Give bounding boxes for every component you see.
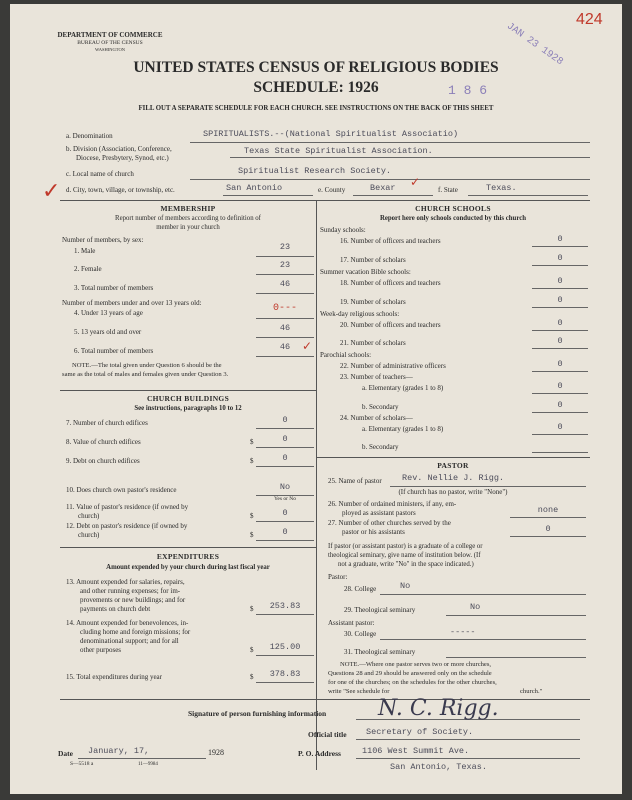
q25-label: 25. Name of pastor [328, 477, 382, 485]
q5-label: 5. 13 years old and over [74, 328, 142, 336]
division-value: Texas State Spiritualist Association. [244, 146, 433, 156]
q9-value: 0 [282, 453, 288, 463]
q23b-label: b. Secondary [362, 403, 399, 411]
q22-label: 22. Number of administrative officers [340, 362, 446, 370]
q4-value: 0--- [272, 303, 297, 314]
graduate-instruction-1: If pastor (or assistant pastor) is a graduate of a college or [328, 543, 483, 550]
signature-handwritten: N. C. Rigg. [378, 696, 499, 721]
division-label-2: Diocese, Presbytery, Synod, etc.) [76, 154, 169, 162]
page-title: UNITED STATES CENSUS OF RELIGIOUS BODIES [133, 59, 499, 76]
q14-value: 125.00 [269, 642, 301, 652]
denomination-label: a. Denomination [66, 132, 113, 140]
q19-label: 19. Number of scholars [340, 298, 406, 306]
q30-value: ----- [450, 627, 476, 637]
q21-label: 21. Number of scholars [340, 339, 406, 347]
pastor-note-1: NOTE.—Where one pastor serves two or more churches, [340, 661, 492, 668]
q19-value: 0 [557, 295, 563, 305]
q11-value: 0 [282, 508, 288, 518]
q3-value: 46 [279, 279, 291, 289]
print-number: 11—9984 [138, 762, 158, 767]
membership-note-1: NOTE.—The total given under Question 6 should be the [72, 362, 222, 369]
q9-dollar: $ [250, 457, 254, 465]
yes-or-no-hint: Yes or No [273, 496, 297, 502]
po-address-value-2: San Antonio, Texas. [390, 762, 487, 772]
q15-dollar: $ [250, 673, 254, 681]
q3-label: 3. Total number of members [74, 284, 154, 292]
reviewer-check-mark: ✓ [302, 339, 313, 353]
q23-label: 23. Number of teachers— [340, 373, 413, 381]
q2-value: 23 [279, 260, 291, 270]
q9-label: 9. Debt on church edifices [66, 457, 140, 465]
membership-intro-2: member in your church [156, 224, 220, 231]
state-value: Texas. [486, 183, 517, 193]
q26-label-1: 26. Number of ordained ministers, if any, em- [328, 500, 457, 508]
q6-label: 6. Total number of members [74, 347, 154, 355]
q23a-value: 0 [557, 381, 563, 391]
sunday-schools-label: Sunday schools: [320, 226, 366, 234]
q1-label: 1. Male [74, 247, 96, 255]
q13-label-1: 13. Amount expended for salaries, repairs, [66, 578, 185, 586]
q23b-value: 0 [557, 400, 563, 410]
q29-label: 29. Theological seminary [344, 606, 416, 614]
q12-dollar: $ [250, 531, 254, 539]
q18-value: 0 [557, 276, 563, 286]
buildings-subtitle: See instructions, paragraphs 10 to 12 [134, 405, 242, 412]
q27-label-1: 27. Number of other churches served by the [328, 519, 451, 527]
q13-label-2: and other running expenses; for im- [80, 587, 181, 595]
schedule-title: SCHEDULE: 1926 [253, 79, 379, 96]
q27-label-2: pastor or his assistants [342, 528, 405, 536]
q12-value: 0 [282, 527, 288, 537]
date-label: Date [58, 749, 73, 758]
q26-label-2: ployed as assistant pastors [342, 509, 416, 517]
po-address-label: P. O. Address [298, 749, 341, 758]
q16-label: 16. Number of officers and teachers [340, 237, 441, 245]
bureau-name: BUREAU OF THE CENSUS [77, 40, 143, 46]
q15-label: 15. Total expenditures during year [66, 673, 162, 681]
q16-value: 0 [557, 234, 563, 244]
city-value: San Antonio [226, 183, 283, 193]
weekday-schools-label: Week-day religious schools: [320, 310, 400, 318]
q23a-label: a. Elementary (grades 1 to 8) [362, 384, 444, 392]
q8-value: 0 [282, 434, 288, 444]
q14-dollar: $ [250, 646, 254, 654]
q24-label: 24. Number of scholars— [340, 414, 413, 422]
q6-value: 46 [279, 342, 291, 352]
state-label: f. State [438, 186, 458, 194]
q12-label-2: church) [78, 531, 100, 539]
q28-label: 28. College [344, 585, 377, 593]
signature-label: Signature of person furnishing information [188, 709, 327, 718]
assistant-pastor-subheading: Assistant pastor: [328, 619, 375, 627]
q10-value: No [279, 482, 291, 492]
q22-value: 0 [557, 359, 563, 369]
q11-label-1: 11. Value of pastor's residence (if owned by [66, 503, 189, 511]
received-date-stamp: JAN 23 1928 [504, 21, 565, 69]
q12-label-1: 12. Debt on pastor's residence (if owned by [66, 522, 188, 530]
denomination-value: SPIRITUALISTS.--(National Spiritualist Associatio) [203, 129, 459, 139]
pastor-note-5: church." [520, 688, 543, 695]
county-value: Bexar [370, 183, 396, 193]
division-label-1: b. Division (Association, Conference, [66, 145, 172, 153]
pastor-subheading: Pastor: [328, 573, 348, 581]
q2-label: 2. Female [74, 265, 102, 273]
q5-value: 46 [279, 323, 291, 333]
q8-label: 8. Value of church edifices [66, 438, 141, 446]
q18-label: 18. Number of officers and teachers [340, 279, 441, 287]
q17-label: 17. Number of scholars [340, 256, 406, 264]
city-label: d. City, town, village, or township, etc. [66, 186, 175, 194]
census-schedule-sheet [10, 4, 622, 794]
official-title-label: Official title [308, 730, 347, 739]
q13-label-4: payments on church debt [80, 605, 151, 613]
pastor-note-4: write "See schedule for [328, 688, 390, 695]
q1-value: 23 [279, 242, 291, 252]
q14-label-1: 14. Amount expended for benevolences, in- [66, 619, 189, 627]
q7-label: 7. Number of church edifices [66, 419, 148, 427]
parochial-schools-label: Parochial schools: [320, 351, 372, 359]
buildings-section-title: CHURCH BUILDINGS [146, 394, 230, 403]
pastor-note-2: Questions 28 and 29 should be answered only on the schedule [328, 670, 492, 677]
membership-note-2: same as the total of males and females given under Question 3. [62, 371, 229, 378]
q20-value: 0 [557, 318, 563, 328]
graduate-instruction-2: theological seminary, give name of institution below. (If [328, 552, 481, 559]
expenditures-section-title: EXPENDITURES [156, 552, 220, 561]
membership-section-title: MEMBERSHIP [160, 204, 216, 213]
q27-value: 0 [545, 524, 551, 534]
county-label: e. County [318, 186, 346, 194]
pastor-name-value: Rev. Nellie J. Rigg. [402, 473, 505, 483]
schools-subtitle: Report here only schools conducted by this church [379, 215, 527, 222]
q24a-value: 0 [557, 422, 563, 432]
q24b-label: b. Secondary [362, 443, 399, 451]
reviewer-check-mark: ✓ [42, 178, 61, 203]
form-number: S—5518 a [70, 761, 94, 767]
schedule-number-stamp: 424 [576, 11, 603, 28]
q15-value: 378.83 [269, 669, 301, 679]
q26-value: none [537, 505, 559, 515]
q25-note: (If church has no pastor, write "None") [398, 488, 508, 496]
graduate-instruction-3: not a graduate, write "No" in the space indicated.) [338, 561, 474, 568]
official-title-value: Secretary of Society. [366, 727, 474, 737]
q31-label: 31. Theological seminary [344, 648, 416, 656]
pastor-section-title: PASTOR [437, 461, 469, 470]
q17-value: 0 [557, 253, 563, 263]
schools-section-title: CHURCH SCHOOLS [415, 204, 491, 213]
date-value: January, 17, [88, 746, 150, 756]
q4-label: 4. Under 13 years of age [74, 309, 143, 317]
department-name: DEPARTMENT OF COMMERCE [57, 31, 163, 39]
fill-instruction: FILL OUT A SEPARATE SCHEDULE FOR EACH CHURCH. SEE INSTRUCTIONS ON THE BACK OF THIS SHEET [138, 105, 494, 112]
local-name-value: Spiritualist Research Society. [238, 166, 392, 176]
pastor-note-3: for one of the churches; on the schedules for the other churches, [328, 679, 497, 686]
expenditures-subtitle: Amount expended by your church during last fiscal year [106, 564, 270, 571]
q14-label-3: denominational support; and for all [80, 637, 179, 645]
members-by-sex-label: Number of members, by sex: [62, 236, 144, 244]
q13-value: 253.83 [269, 601, 301, 611]
date-year: 1928 [208, 748, 224, 757]
q8-dollar: $ [250, 438, 254, 446]
reviewer-check-mark: ✓ [410, 175, 421, 189]
local-name-label: c. Local name of church [66, 170, 134, 178]
q21-value: 0 [557, 336, 563, 346]
q14-label-4: other purposes [80, 646, 122, 654]
q11-label-2: church) [78, 512, 100, 520]
membership-intro-1: Report number of members according to definition of [115, 215, 261, 222]
q30-label: 30. College [344, 630, 377, 638]
q13-label-3: provements or new buildings; and for [80, 596, 186, 604]
po-address-value-1: 1106 West Summit Ave. [362, 746, 470, 756]
q28-value: No [400, 581, 411, 591]
q20-label: 20. Number of officers and teachers [340, 321, 441, 329]
summer-schools-label: Summer vacation Bible schools: [320, 268, 411, 276]
schedule-code-stamp: 1 8 6 [448, 83, 488, 98]
q11-dollar: $ [250, 512, 254, 520]
q14-label-2: cluding home and foreign missions; for [80, 628, 191, 636]
q29-value: No [470, 602, 481, 612]
q7-value: 0 [282, 415, 288, 425]
bureau-city: WASHINGTON [95, 47, 125, 52]
q24a-label: a. Elementary (grades 1 to 8) [362, 425, 444, 433]
members-age-label: Number of members under and over 13 years old: [62, 299, 202, 307]
q10-label: 10. Does church own pastor's residence [66, 486, 177, 494]
q13-dollar: $ [250, 605, 254, 613]
